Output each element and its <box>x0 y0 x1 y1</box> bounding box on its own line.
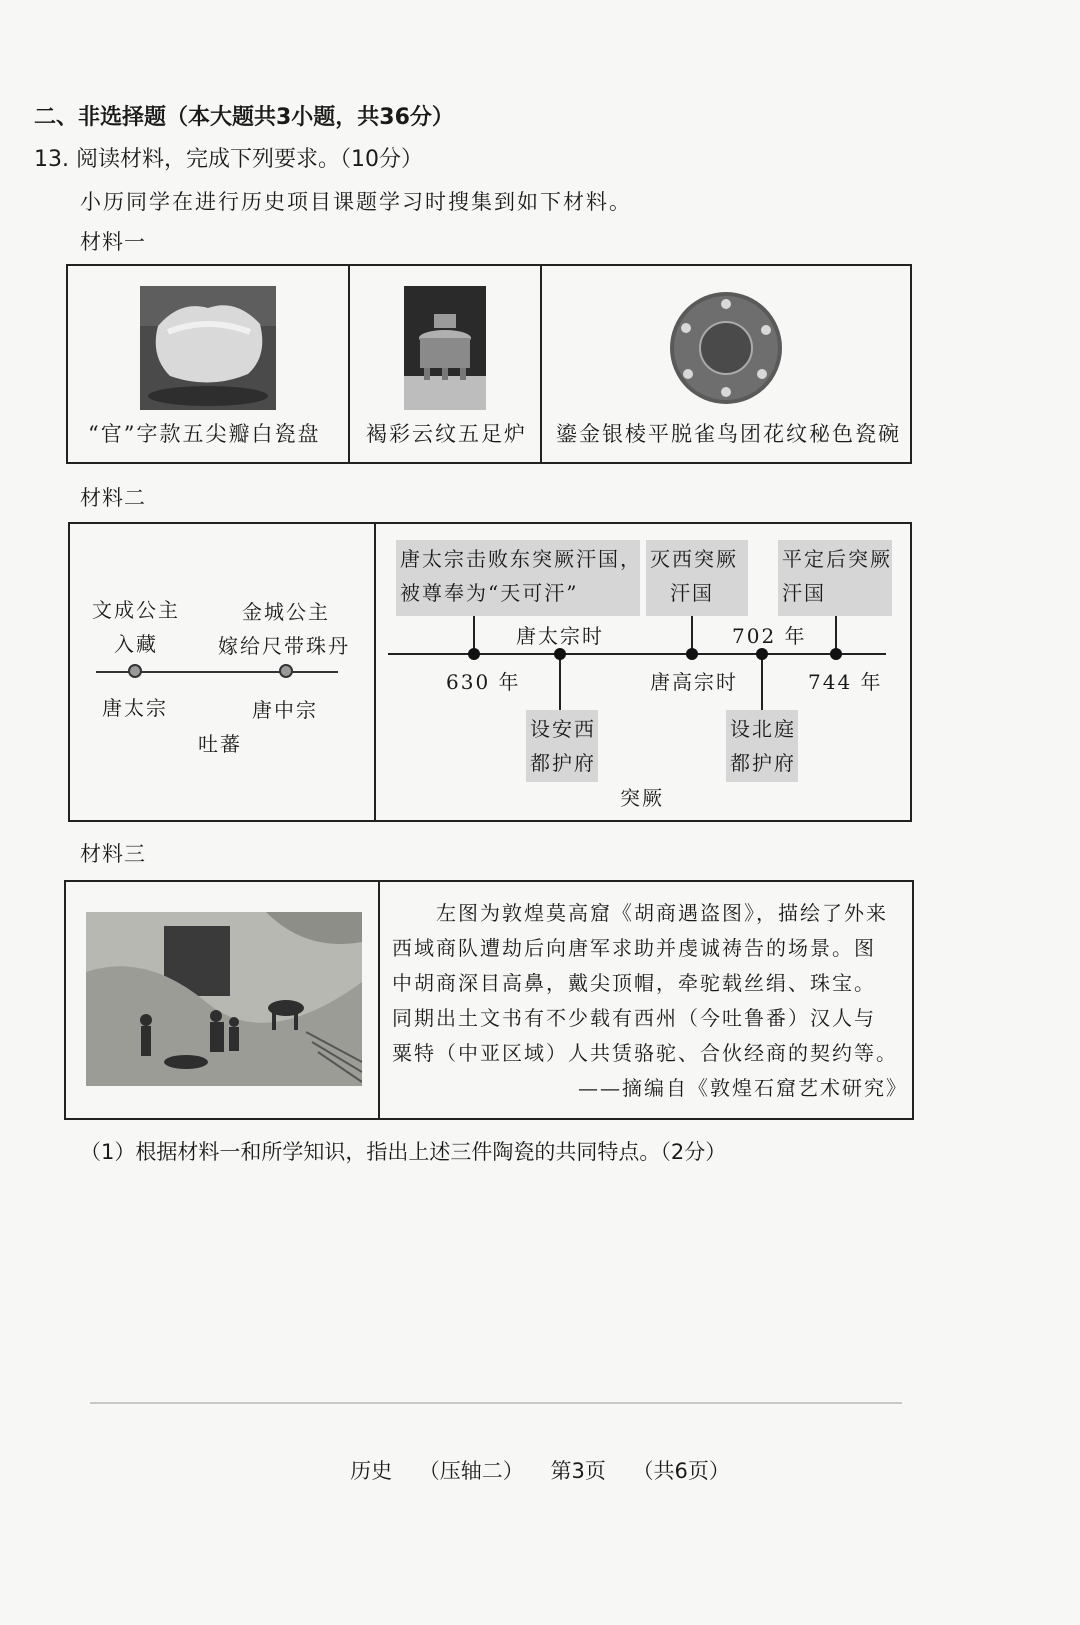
footer-divider <box>90 1402 902 1404</box>
caption-bowl: 鎏金银棱平脱雀鸟团花纹秘色瓷碗 <box>556 422 901 446</box>
material2-table <box>68 522 912 822</box>
material3-paragraph <box>392 896 912 1106</box>
tibet-event2-line1: 金城公主 <box>242 600 330 624</box>
five-footed-censer-image <box>404 286 486 410</box>
white-porcelain-plate-image <box>140 286 276 410</box>
page-footer <box>0 1455 1080 1485</box>
turks-event-744-line1: 平定后突厥 <box>782 547 892 571</box>
material3-line: 同期出土文书有不少载有西州（今吐鲁番）汉人与 <box>392 1006 876 1030</box>
turks-event-west-line2: 汗国 <box>670 581 714 605</box>
caption-plate: “官”字款五尖瓣白瓷盘 <box>88 422 321 446</box>
tibet-event1-line1: 文成公主 <box>92 598 180 622</box>
celadon-bowl-image <box>668 290 784 406</box>
intro-text: 小历同学在进行历史项目课题学习时搜集到如下材料。 <box>80 190 632 214</box>
turks-taizong-era: 唐太宗时 <box>516 624 604 648</box>
turks-event-630-line2: 被尊奉为“天可汗” <box>400 581 579 605</box>
tibet-point-1 <box>128 664 142 678</box>
question-title: 13. 阅读材料，完成下列要求。（10分） <box>34 147 423 172</box>
footer-subject: 历史 <box>350 1459 393 1483</box>
footer-total: （共6页） <box>632 1459 730 1483</box>
caption-censer: 褐彩云纹五足炉 <box>366 422 527 446</box>
beiting-line1: 设北庭 <box>730 717 796 741</box>
footer-page: 第3页 <box>550 1459 606 1483</box>
turks-year-744: 744 年 <box>808 670 883 694</box>
material3-line: 粟特（中亚区域）人共赁骆驼、合伙经商的契约等。 <box>392 1041 898 1065</box>
turks-year-630: 630 年 <box>446 670 521 694</box>
material2-label: 材料二 <box>80 486 146 510</box>
tibet-emperor1: 唐太宗 <box>102 696 168 720</box>
turks-event-744-line2: 汗国 <box>782 581 826 605</box>
footer-paper: （压轴二） <box>418 1459 524 1483</box>
turks-gaozong-era: 唐高宗时 <box>650 670 738 694</box>
tibet-point-2 <box>279 664 293 678</box>
material1-table <box>66 264 912 464</box>
anxi-protectorate-box <box>526 710 598 782</box>
beiting-line2: 都护府 <box>730 751 796 775</box>
material3-line: 西域商队遭劫后向唐军求助并虔诚祷告的场景。图 <box>392 936 876 960</box>
anxi-line1: 设安西 <box>530 717 596 741</box>
material3-line: 中胡商深目高鼻，戴尖顶帽，牵驼载丝绢、珠宝。 <box>392 971 876 995</box>
material3-label: 材料三 <box>80 842 146 866</box>
tibet-region-label: 吐蕃 <box>198 732 242 756</box>
tibet-event1-line2: 入藏 <box>114 632 158 656</box>
material3-source: ——摘编自《敦煌石窟艺术研究》 <box>578 1076 908 1100</box>
subquestion-1: （1）根据材料一和所学知识，指出上述三件陶瓷的共同特点。（2分） <box>80 1140 727 1164</box>
turks-year-702: 702 年 <box>732 624 807 648</box>
beiting-protectorate-box <box>726 710 798 782</box>
material3-line: 左图为敦煌莫高窟《胡商遇盗图》，描绘了外来 <box>392 901 888 925</box>
turks-event-630-line1: 唐太宗击败东突厥汗国， <box>400 547 642 571</box>
anxi-line2: 都护府 <box>530 751 596 775</box>
dunhuang-mural-image <box>86 912 362 1086</box>
tibet-event2-line2: 嫁给尺带珠丹 <box>218 634 350 658</box>
section-title: 二、非选择题（本大题共3小题，共36分） <box>34 105 454 130</box>
turks-region-label: 突厥 <box>620 786 664 810</box>
material1-label: 材料一 <box>80 230 146 254</box>
turks-event-west-line1: 灭西突厥 <box>650 547 738 571</box>
tibet-emperor2: 唐中宗 <box>252 698 318 722</box>
